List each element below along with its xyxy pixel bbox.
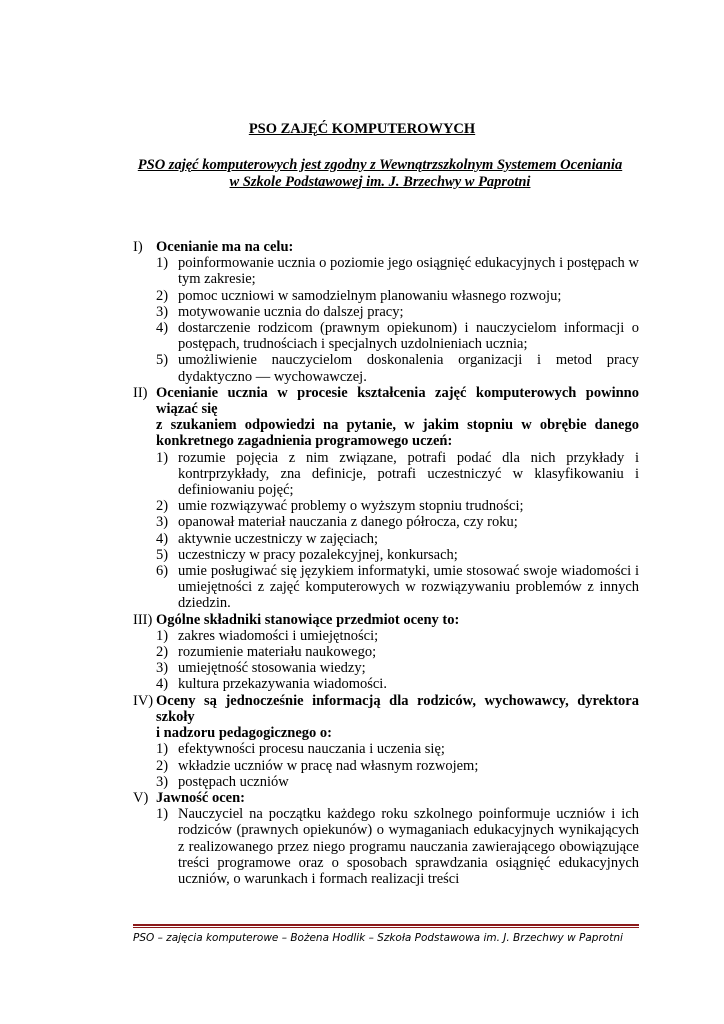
list-item-text: aktywnie uczestniczy w zajęciach; bbox=[178, 530, 379, 547]
list-item-number: 4) bbox=[156, 320, 169, 337]
section-heading-line: i nadzoru pedagogicznego o: bbox=[156, 725, 333, 742]
list-item-text: zakres wiadomości i umiejętności; bbox=[178, 627, 379, 644]
list-item-text: umie rozwiązywać problemy o wyższym stopniu trudności; bbox=[178, 498, 524, 515]
list-item-number: 2) bbox=[156, 757, 169, 774]
list-item bbox=[156, 531, 639, 547]
list-item-number: 1) bbox=[156, 741, 169, 758]
section-heading-line: Ocenianie ma na celu: bbox=[156, 239, 294, 255]
list-item bbox=[156, 547, 639, 563]
section bbox=[133, 612, 639, 693]
list-item-text: umiejętność stosowania wiedzy; bbox=[178, 660, 366, 677]
section bbox=[133, 239, 639, 385]
section-heading bbox=[156, 385, 639, 450]
list-item bbox=[156, 563, 639, 612]
list-item-text: rozumie pojęcia z nim związane, potrafi podać dla nich przykłady i kontrprzykłady, zna definicje, potrafi uczestniczyć w klasyfikowaniu i definiowaniu pojęć; bbox=[178, 449, 639, 499]
list-item bbox=[156, 255, 639, 287]
section-number: V) bbox=[133, 789, 149, 806]
section-number: II) bbox=[133, 384, 148, 401]
section-heading-line: Ogólne składniki stanowiące przedmiot oceny to: bbox=[156, 611, 460, 628]
list-item-text: umie posługiwać się językiem informatyki, umie stosować swoje wiadomości i umiejętności z zajęć komputerowych w rozwiązywaniu problemów z innych dziedzin. bbox=[178, 563, 639, 612]
subtitle-line-1: PSO zajęć komputerowych jest zgodny z Wewnątrzszkolnym Systemem Oceniania bbox=[137, 157, 623, 173]
list-item bbox=[156, 352, 639, 384]
section-heading-line: Ocenianie ucznia w procesie kształcenia zajęć komputerowych powinno wiązać się bbox=[156, 384, 639, 418]
list-item bbox=[156, 288, 639, 304]
section-heading bbox=[156, 612, 639, 628]
section-heading-line: Jawność ocen: bbox=[156, 789, 246, 806]
list-item bbox=[156, 741, 639, 757]
section bbox=[133, 693, 639, 790]
list-item bbox=[156, 320, 639, 352]
section-list bbox=[156, 741, 639, 790]
section-heading-line: Oceny są jednocześnie informacją dla rodziców, wychowawcy, dyrektora szkoły bbox=[156, 692, 639, 725]
section bbox=[133, 385, 639, 612]
list-item-text: umożliwienie nauczycielom doskonalenia organizacji i metod pracy dydaktyczno — wychowawczej. bbox=[178, 352, 639, 385]
list-item-text: opanował materiał nauczania z danego półrocza, czy roku; bbox=[178, 514, 518, 531]
list-item bbox=[156, 498, 639, 514]
list-item-number: 2) bbox=[156, 287, 169, 304]
page-footer: PSO – zajęcia komputerowe – Bożena Hodlik – Szkoła Podstawowa im. J. Brzechwy w Paprotni bbox=[133, 932, 623, 944]
subtitle-line-2: w Szkole Podstawowej im. J. Brzechwy w Paprotni bbox=[229, 174, 531, 190]
list-item bbox=[156, 660, 639, 676]
list-item-number: 1) bbox=[156, 627, 169, 644]
section-number: I) bbox=[133, 239, 143, 255]
list-item bbox=[156, 644, 639, 660]
section-list bbox=[156, 255, 639, 385]
list-item bbox=[156, 628, 639, 644]
list-item bbox=[156, 514, 639, 530]
section-heading bbox=[156, 239, 639, 255]
section-heading bbox=[156, 790, 639, 806]
list-item-text: motywowanie ucznia do dalszej pracy; bbox=[178, 303, 404, 320]
list-item-number: 5) bbox=[156, 352, 169, 369]
list-item-number: 4) bbox=[156, 530, 169, 547]
list-item-number: 1) bbox=[156, 449, 169, 466]
list-item bbox=[156, 304, 639, 320]
section-number: III) bbox=[133, 611, 153, 628]
list-item-number: 2) bbox=[156, 644, 169, 661]
list-item-number: 3) bbox=[156, 514, 169, 531]
section-heading bbox=[156, 693, 639, 742]
list-item-number: 1) bbox=[156, 255, 169, 272]
list-item bbox=[156, 676, 639, 692]
list-item-text: uczestniczy w pracy pozalekcyjnej, konkursach; bbox=[178, 546, 458, 563]
list-item bbox=[156, 450, 639, 499]
list-item-text: Nauczyciel na początku każdego roku szkolnego poinformuje uczniów i ich rodziców (prawnych opiekunów) o wymaganiach edukacyjnych wynikających z realizowanego przez niego programu nauczania zawierającego obowiązujące treści programowe oraz o sposobach sprawdzania osiągnięć edukacyjnych uczniów, o warunkach i formach realizacji treści bbox=[178, 806, 639, 887]
list-item-text: rozumienie materiału naukowego; bbox=[178, 644, 377, 661]
list-item-text: pomoc uczniowi w samodzielnym planowaniu własnego rozwoju; bbox=[178, 287, 562, 304]
list-item-text: wkładzie uczniów w pracę nad własnym rozwojem; bbox=[178, 757, 479, 774]
section bbox=[133, 790, 639, 887]
list-item-text: dostarczenie rodzicom (prawnym opiekunom) i nauczycielom informacji o postępach, trudnościach i specjalnych uzdolnieniach ucznia; bbox=[178, 320, 639, 353]
list-item-number: 3) bbox=[156, 303, 169, 320]
list-item-number: 3) bbox=[156, 773, 169, 790]
section-list bbox=[156, 450, 639, 612]
footer-divider-thin bbox=[133, 927, 639, 928]
list-item-number: 6) bbox=[156, 563, 169, 580]
section-list bbox=[156, 628, 639, 693]
list-item-number: 2) bbox=[156, 498, 169, 515]
list-item bbox=[156, 758, 639, 774]
footer-divider bbox=[133, 924, 639, 926]
list-item-text: efektywności procesu nauczania i uczenia się; bbox=[178, 741, 445, 758]
list-item-number: 3) bbox=[156, 660, 169, 677]
section-number: IV) bbox=[133, 692, 154, 709]
list-item-number: 4) bbox=[156, 676, 169, 693]
document-body bbox=[133, 239, 639, 887]
list-item-number: 5) bbox=[156, 546, 169, 563]
list-item-text: postępach uczniów bbox=[178, 773, 289, 790]
list-item-text: poinformowanie ucznia o poziomie jego osiągnięć edukacyjnych i postępach w tym zakresie; bbox=[178, 255, 639, 288]
list-item-number: 1) bbox=[156, 806, 169, 823]
document-title: PSO ZAJĘĆ KOMPUTEROWYCH bbox=[248, 121, 476, 137]
list-item-text: kultura przekazywania wiadomości. bbox=[178, 676, 387, 693]
list-item bbox=[156, 806, 639, 887]
section-list bbox=[156, 806, 639, 887]
list-item bbox=[156, 774, 639, 790]
section-heading-line: z szukaniem odpowiedzi na pytanie, w jakim stopniu w obrębie danego konkretnego zagadnienia programowego uczeń: bbox=[156, 417, 639, 450]
